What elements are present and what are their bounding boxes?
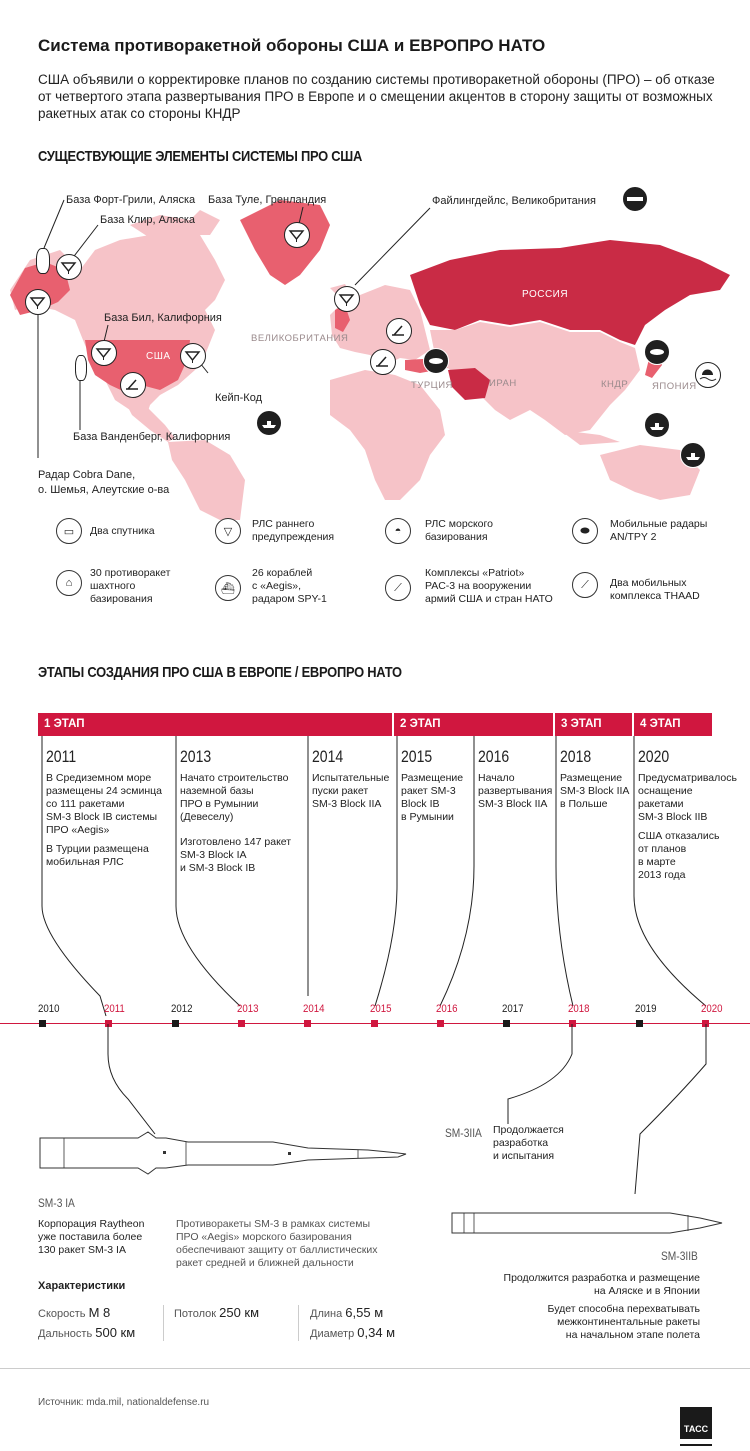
spec-speed: Скорость М 8	[38, 1305, 111, 1320]
sm3-iib-missile	[450, 1205, 730, 1245]
sm3-ia-label: SM-3 IA	[38, 1196, 75, 1210]
axis-year: 2011	[104, 1003, 125, 1015]
event-text: Размещение ракет SM-3 Block IB в Румынии	[401, 772, 464, 823]
axis-year: 2010	[38, 1003, 60, 1015]
stage-bar-3: 3 ЭТАП	[555, 713, 632, 736]
footer-divider	[0, 1368, 750, 1369]
radar-icon	[56, 254, 82, 280]
silo-missile-icon	[75, 355, 87, 381]
ship-icon	[680, 442, 706, 468]
ship-icon	[644, 412, 670, 438]
callout-cape-cod: Кейп-Код	[215, 392, 262, 404]
intro-text: США объявили о корректировке планов по созданию системы противоракетной обороны (ПРО) – об отказе от четвертого этапа развертывания ПРО в Европе и о смещении акцентов в сторону защиты от возможных ракетных атак со стороны КНДР	[38, 72, 715, 121]
callout-beale: База Бил, Калифорния	[104, 312, 222, 324]
event-text: Начало развертывания SM-3 Block IIA	[478, 772, 553, 810]
thaad-icon	[370, 349, 396, 375]
event-year: 2014	[312, 748, 344, 766]
axis-year: 2016	[436, 1003, 458, 1015]
radar-icon	[284, 222, 310, 248]
radar-icon	[91, 340, 117, 366]
event-year: 2018	[560, 748, 592, 766]
spec-divider	[298, 1305, 299, 1341]
spec-ceiling: Потолок 250 км	[174, 1305, 260, 1320]
axis-year: 2013	[237, 1003, 259, 1015]
callout-cobra-dane-2: о. Шемья, Алеутские о-ва	[38, 484, 170, 496]
legend-ship-icon: ⛴	[215, 575, 241, 601]
map-heading: СУЩЕСТВУЮЩИЕ ЭЛЕМЕНТЫ СИСТЕМЫ ПРО США	[38, 148, 363, 165]
axis-year: 2020	[701, 1003, 723, 1015]
legend-text: Мобильные радары AN/TPY 2	[610, 518, 708, 543]
legend-text: РЛС раннего предупреждения	[252, 518, 335, 543]
legend-sea-radar-icon: ◓	[385, 518, 411, 544]
event-year: 2020	[638, 748, 670, 766]
event-year: 2013	[180, 748, 212, 766]
sm3-iib-label: SM-3IIB	[661, 1249, 698, 1263]
country-usa: США	[146, 351, 171, 362]
legend-silo-missile-icon: ⌂	[56, 570, 82, 596]
spec-length: Длина 6,55 м	[310, 1305, 384, 1320]
page-title: Система противоракетной обороны США и ЕВРОПРО НАТО	[38, 36, 546, 55]
legend-text: 26 кораблей с «Aegis», радаром SPY-1	[252, 567, 327, 605]
radar-icon	[25, 289, 51, 315]
country-iran: ИРАН	[489, 378, 517, 389]
stage-bar-1: 1 ЭТАП	[38, 713, 392, 736]
axis-year: 2015	[370, 1003, 392, 1015]
sm3-iia-label: SM-3IIA	[445, 1126, 482, 1140]
event-text: Начато строительство наземной базы ПРО в Румынии (Девеселу) Изготовлено 147 ракет SM-3 Block IA и SM-3 Block IB	[180, 772, 292, 874]
event-text: Размещение SM-3 Block IIA в Польше	[560, 772, 630, 810]
spec-range: Дальность 500 км	[38, 1325, 136, 1340]
legend-text: Комплексы «Patriot» PAC-3 на вооружении армий США и стран НАТО	[425, 567, 553, 605]
country-japan: ЯПОНИЯ	[652, 381, 697, 392]
axis-year: 2012	[171, 1003, 193, 1015]
legend-text: Два мобильных комплекса THAAD	[610, 577, 700, 602]
event-text: В Средиземном море размещены 24 эсминца со 111 ракетами SM-3 Block IB системы ПРО «Aegis» В Турции размещена мобильная РЛС	[46, 772, 162, 868]
callout-thule: База Туле, Гренландия	[208, 194, 327, 206]
callout-vandenberg: База Ванденберг, Калифорния	[73, 431, 231, 443]
legend-text: Два спутника	[90, 525, 155, 537]
legend-text: 30 противоракет шахтного базирования	[90, 567, 171, 605]
spec-diameter: Диаметр 0,34 м	[310, 1325, 396, 1340]
event-year: 2011	[46, 748, 77, 766]
stages-heading: ЭТАПЫ СОЗДАНИЯ ПРО США В ЕВРОПЕ / ЕВРОПРО НАТО	[38, 664, 402, 681]
sea-radar-icon	[695, 362, 721, 388]
country-dprk: КНДР	[601, 379, 629, 390]
radar-icon	[180, 343, 206, 369]
ship-icon	[256, 410, 282, 436]
thaad-icon	[120, 372, 146, 398]
legend-patriot-icon: ⟋	[385, 575, 411, 601]
callout-fylingdales: Файлингдейлс, Великобритания	[432, 195, 596, 207]
tass-logo: ТАСС	[680, 1407, 712, 1439]
source-text: Источник: mda.mil, nationaldefense.ru	[38, 1397, 210, 1408]
axis-year: 2018	[568, 1003, 590, 1015]
axis-year: 2019	[635, 1003, 657, 1015]
axis-year: 2014	[303, 1003, 325, 1015]
axis-year: 2017	[502, 1003, 524, 1015]
event-text: Предусматривалось оснащение ракетами SM-3 Block IIB США отказались от планов в марте 2013 года	[638, 772, 737, 881]
event-year: 2015	[401, 748, 433, 766]
event-text: Испытательные пуски ракет SM-3 Block IIA	[312, 772, 390, 810]
callout-fort-greely: База Форт-Грили, Аляска	[66, 194, 196, 206]
legend-radar-icon: ▽	[215, 518, 241, 544]
radar-icon	[334, 286, 360, 312]
mobile-radar-icon	[423, 348, 449, 374]
legend-mobile-radar-icon: ⬬	[572, 518, 598, 544]
specs-heading: Характеристики	[38, 1280, 126, 1292]
sm3-ia-description: Противоракеты SM-3 в рамках системы ПРО «Aegis» морского базирования обеспечивают защиту от баллистических ракет средней и ближней дальности	[176, 1218, 378, 1269]
country-uk: ВЕЛИКОБРИТАНИЯ	[251, 333, 349, 344]
sm3-ia-missile	[38, 1128, 408, 1178]
callout-clear: База Клир, Аляска	[100, 214, 196, 226]
legend-thaad-icon: ⟋	[572, 572, 598, 598]
event-year: 2016	[478, 748, 510, 766]
spec-divider	[163, 1305, 164, 1341]
stage-bar-4: 4 ЭТАП	[634, 713, 712, 736]
legend-text: РЛС морского базирования	[425, 518, 493, 543]
mobile-radar-icon	[644, 339, 670, 365]
country-turkey: ТУРЦИЯ	[411, 380, 453, 391]
satellite-icon	[622, 186, 648, 212]
sm3-ia-note: Корпорация Raytheon уже поставила более 130 ракет SM-3 IA	[38, 1218, 145, 1256]
silo-missile-icon	[36, 248, 50, 274]
country-russia: РОССИЯ	[522, 289, 569, 300]
patriot-icon	[386, 318, 412, 344]
legend-satellite-icon: ▭	[56, 518, 82, 544]
stage-bar-2: 2 ЭТАП	[394, 713, 553, 736]
callout-cobra-dane-1: Радар Cobra Dane,	[38, 469, 136, 481]
sm3-iib-note: Продолжится разработка и размещение на Аляске и в Японии Будет способна перехватывать межконтинентальные ракеты на начальном этапе полета	[503, 1272, 700, 1341]
sm3-iia-note: Продолжается разработка и испытания	[493, 1124, 564, 1162]
